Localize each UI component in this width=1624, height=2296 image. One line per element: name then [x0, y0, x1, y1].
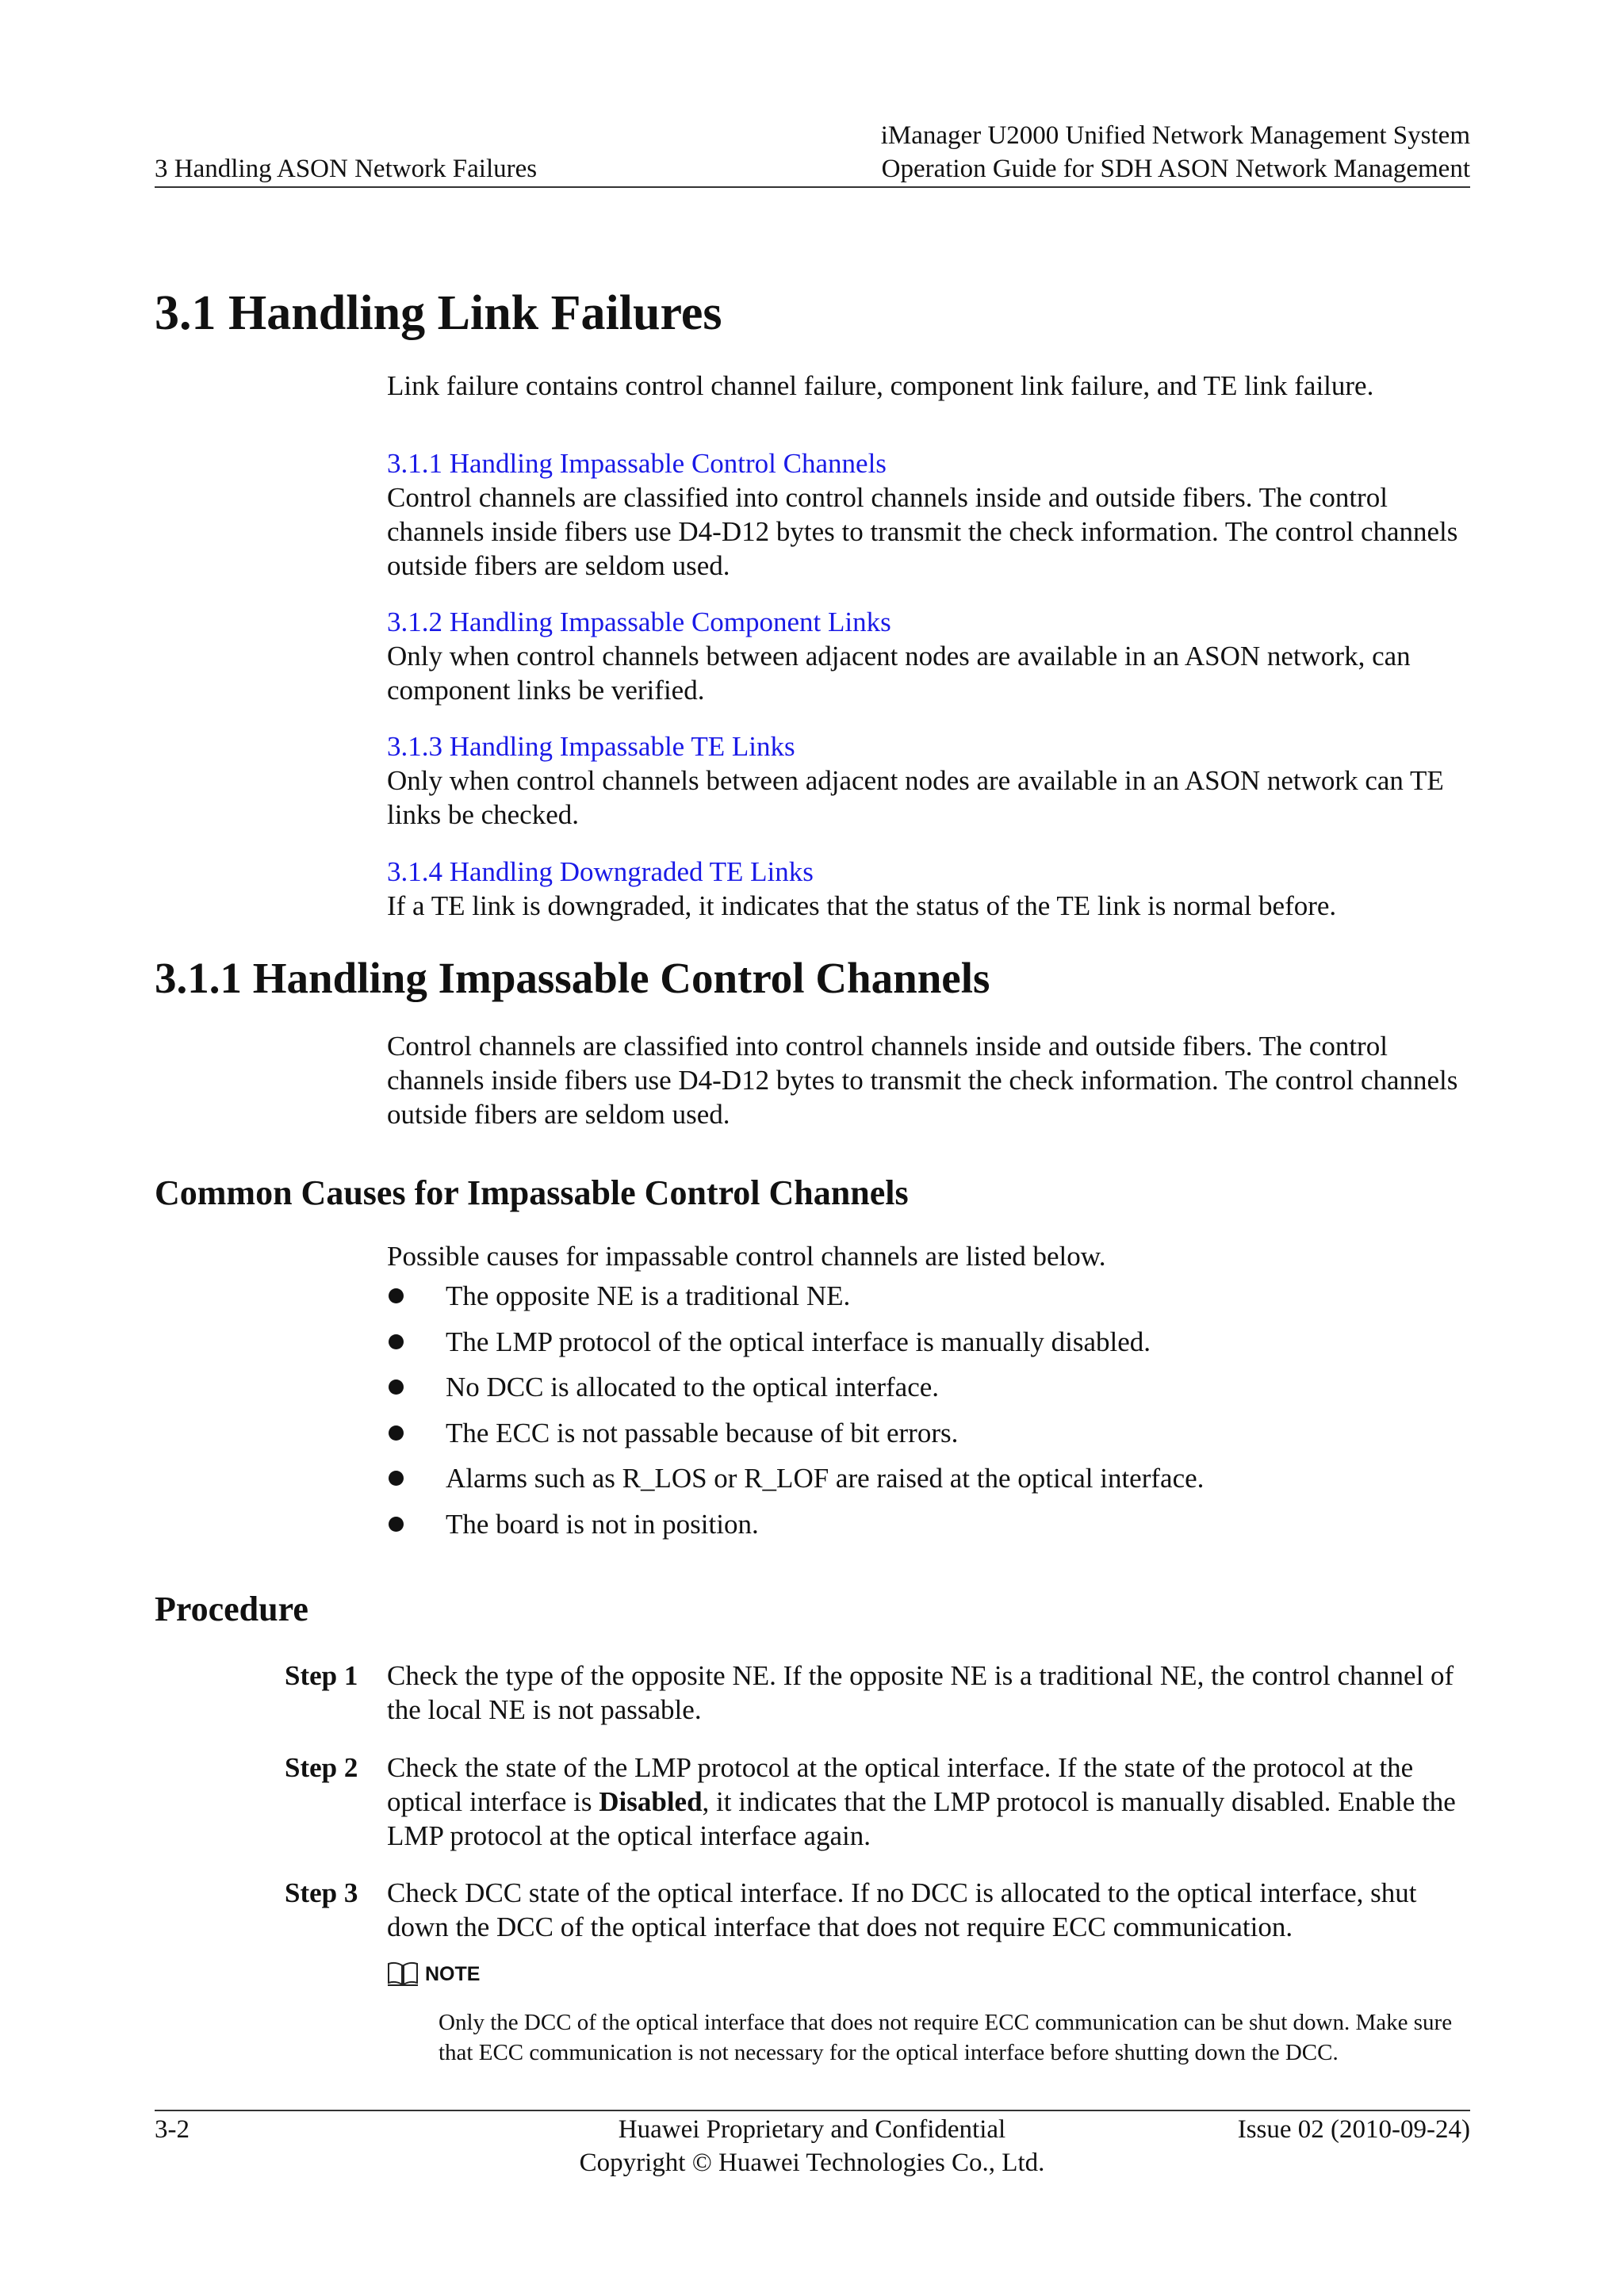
toc-entry-4 — [387, 855, 1470, 923]
bullet-icon — [389, 1288, 404, 1303]
issue-date: Issue 02 (2010-09-24) — [1237, 2115, 1470, 2144]
bullet-icon — [389, 1425, 404, 1441]
intro-text: Link failure contains control channel failure, component link failure, and TE link failure. — [387, 370, 1374, 401]
toc-link-3-1-3[interactable]: 3.1.3 Handling Impassable TE Links — [387, 731, 795, 762]
step-text: Check DCC state of the optical interface. If no DCC is allocated to the optical interface, shut down the DCC of the optical interface that does not require ECC communication. — [387, 1877, 1417, 1942]
toc-link-3-1-4[interactable]: 3.1.4 Handling Downgraded TE Links — [387, 856, 814, 887]
note-label: NOTE — [425, 1963, 481, 1985]
causes-intro: Possible causes for impassable control channels are listed below. — [387, 1241, 1106, 1272]
bullet-icon — [389, 1380, 404, 1395]
section-title: 3.1 Handling Link Failures — [155, 286, 722, 340]
step-text: Check the type of the opposite NE. If the opposite NE is a traditional NE, the control channel of the local NE is not passable. — [387, 1660, 1454, 1725]
step-label: Step 3 — [285, 1877, 358, 1908]
subsection-body — [387, 1029, 1470, 1131]
list-item: The board is not in position. — [387, 1507, 1204, 1553]
list-item: The LMP protocol of the optical interface is manually disabled. — [387, 1325, 1204, 1371]
header-product: iManager U2000 Unified Network Management System — [880, 121, 1470, 150]
subsection-text: Control channels are classified into control channels inside and outside fibers. The control channels inside fibers use D4-D12 bytes to transmit the check information. The control channels outside fibers are seldom used. — [387, 1031, 1458, 1130]
step-label: Step 2 — [285, 1752, 358, 1783]
causes-list — [387, 1279, 1204, 1552]
header-chapter: 3 Handling ASON Network Failures — [155, 155, 538, 183]
note-text: Only the DCC of the optical interface that does not require ECC communication can be shut down. Make sure that ECC communication is not necessary for the optical interface before shutting down the DCC. — [439, 2010, 1453, 2065]
toc-entry-1 — [387, 446, 1470, 583]
bullet-icon — [389, 1334, 404, 1349]
toc-desc: Only when control channels between adjacent nodes are available in an ASON network can TE links be checked. — [387, 765, 1444, 830]
list-item: No DCC is allocated to the optical interface. — [387, 1370, 1204, 1416]
procedure-step-2 — [155, 1751, 1470, 1853]
procedure-step-3 — [155, 1876, 1470, 1944]
toc-link-3-1-1[interactable]: 3.1.1 Handling Impassable Control Channels — [387, 448, 887, 479]
book-icon — [387, 1961, 419, 1988]
toc-link-3-1-2[interactable]: 3.1.2 Handling Impassable Component Links — [387, 607, 891, 637]
causes-heading: Common Causes for Impassable Control Channels — [155, 1173, 909, 1212]
toc-desc: Control channels are classified into control channels inside and outside fibers. The control channels inside fibers use D4-D12 bytes to transmit the check information. The control channels outside fibers are seldom used. — [387, 482, 1458, 581]
list-item: The opposite NE is a traditional NE. — [387, 1279, 1204, 1325]
header-right — [881, 119, 1470, 186]
header-guide: Operation Guide for SDH ASON Network Management — [881, 155, 1470, 183]
toc-desc: If a TE link is downgraded, it indicates that the status of the TE link is normal before. — [387, 890, 1337, 921]
bullet-icon — [389, 1471, 404, 1486]
step-label: Step 1 — [285, 1660, 358, 1691]
step-text: Check the state of the LMP protocol at the optical interface. If the state of the protocol at the optical interface is Disabled, it indicates that the LMP protocol is manually disabled. Enable the LMP protocol at the optical interface again. — [387, 1752, 1456, 1851]
note-header — [387, 1958, 480, 1990]
footer-confidential: Huawei Proprietary and Confidential — [618, 2115, 1006, 2144]
toc-entry-2 — [387, 605, 1470, 707]
toc-entry-3 — [387, 729, 1470, 832]
bullet-icon — [389, 1517, 404, 1532]
procedure-heading: Procedure — [155, 1590, 308, 1628]
section-intro — [387, 369, 1470, 403]
procedure-step-1 — [155, 1659, 1470, 1727]
page-number: 3-2 — [155, 2115, 190, 2144]
header-divider — [155, 186, 1470, 188]
toc-desc: Only when control channels between adjacent nodes are available in an ASON network, can component links be verified. — [387, 641, 1411, 706]
footer-copyright: Copyright © Huawei Technologies Co., Ltd. — [579, 2149, 1045, 2177]
footer-divider — [155, 2110, 1470, 2111]
list-item: The ECC is not passable because of bit errors. — [387, 1416, 1204, 1462]
list-item: Alarms such as R_LOS or R_LOF are raised at the optical interface. — [387, 1461, 1204, 1507]
subsection-title: 3.1.1 Handling Impassable Control Channels — [155, 954, 990, 1002]
ui-term-disabled: Disabled — [599, 1786, 703, 1817]
